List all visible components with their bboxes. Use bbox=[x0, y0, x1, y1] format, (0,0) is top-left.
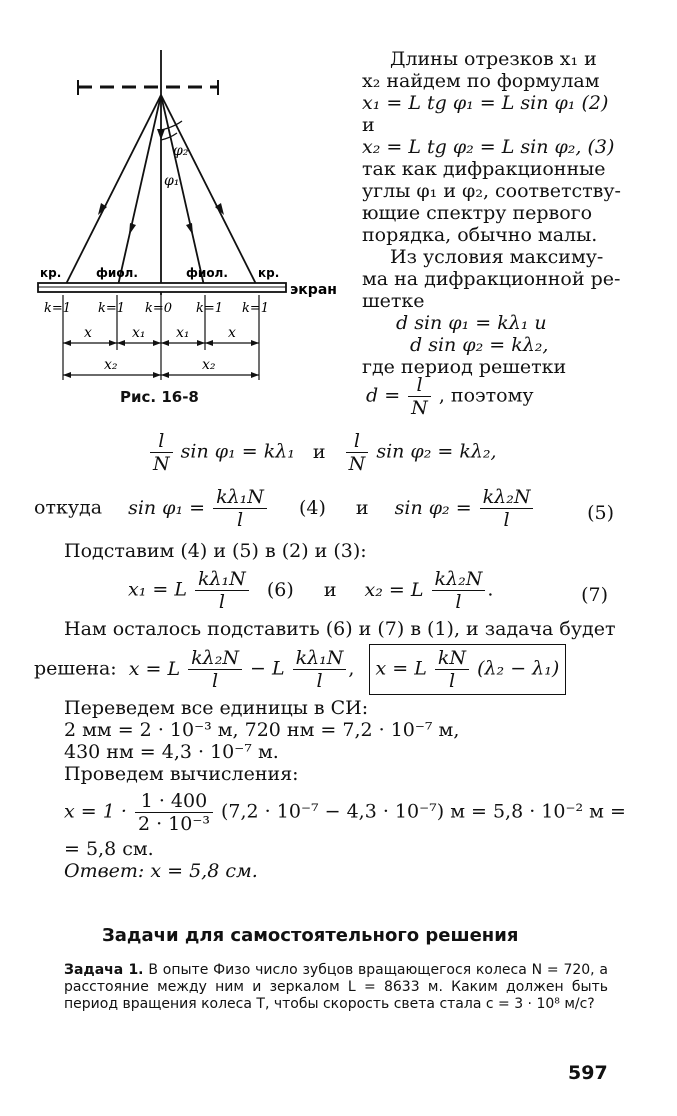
equation-a: $\frac{l}{N}$ sin φ₁ = kλ₁ и $\frac{l}{N}$ sin φ₂ = kλ₂, bbox=[148, 430, 497, 475]
problem-label: Задача 1. bbox=[64, 962, 144, 978]
equation-d: решена: x = L $\frac{\text{kλ₂N}}{l}$ − L $\frac{\text{kλ₁N}}{l}$ , x = L $\frac{kN}{l}$ (λ₂ − λ₁) bbox=[34, 644, 566, 695]
units-heading: Переведем все единицы в СИ: bbox=[64, 697, 369, 719]
text-line: шетке bbox=[362, 290, 425, 312]
k-label: k=1 bbox=[196, 301, 224, 316]
text-line: Длины отрезков x₁ и bbox=[390, 48, 597, 70]
text-line: x₂ найдем по формулам bbox=[362, 70, 600, 92]
text-line: где период решетки bbox=[362, 356, 567, 378]
segment-x1-left: x₁ bbox=[132, 325, 146, 341]
units-line: 430 нм = 4,3 · 10⁻⁷ м. bbox=[64, 741, 279, 763]
k-label: k=1 bbox=[98, 301, 126, 316]
segment-x-left: x bbox=[84, 325, 92, 341]
equation-c: x₁ = L $\frac{\text{kλ₁N}}{l}$ (6) и x₂ = L $\frac{\text{kλ₂N}}{l}$ . (7) bbox=[128, 568, 608, 613]
diffraction-figure bbox=[30, 45, 350, 390]
answer-value: x = 5,8 см. bbox=[150, 860, 258, 882]
paragraph-substitute: Подставим (4) и (5) в (2) и (3): bbox=[64, 540, 367, 562]
equation-b: откуда sin φ₁ = $\frac{\text{kλ₁N}}{l}$ (4) и sin φ₂ = $\frac{\text{kλ₂N}}{l}$ (5) bbox=[34, 486, 614, 531]
segment-x2-right: x₂ bbox=[202, 357, 216, 373]
boxed-result: x = L $\frac{kN}{l}$ (λ₂ − λ₁) bbox=[369, 644, 567, 695]
formula-line: x₁ = L tg φ₁ = L sin φ₁ (2) bbox=[362, 92, 609, 114]
k-label: k=0 bbox=[145, 301, 173, 316]
text-line: так как дифракционные bbox=[362, 158, 606, 180]
label-kr-left: кр. bbox=[40, 266, 62, 280]
k-label: k=1 bbox=[44, 301, 72, 316]
period-formula: d = $\frac{l}{N}$ , поэтому bbox=[366, 374, 534, 419]
units-block bbox=[64, 697, 624, 785]
label-fiol-right: фиол. bbox=[186, 266, 228, 280]
label-fiol-left: фиол. bbox=[96, 266, 138, 280]
page-number: 597 bbox=[568, 1062, 608, 1084]
text-line: ющие спектру первого bbox=[362, 202, 593, 224]
calc-heading: Проведем вычисления: bbox=[64, 763, 299, 785]
problem-text: В опыте Физо число зубцов вращающегося колеса N = 720, а расстояние между ним и зеркалом L = 8633 м. Каким должен быть период вращения колеса T, чтобы скорость света стала c = 3 · 10⁸ м/с? bbox=[64, 962, 609, 1012]
problem-1 bbox=[64, 962, 608, 1013]
calculation: x = 1 · $\frac{1 \cdot 400}{\text{2 · 10⁻³}}$ (7,2 · 10⁻⁷ − 4,3 · 10⁻⁷) м = 5,8 · 10⁻² м = bbox=[64, 790, 626, 835]
screen-label: экран bbox=[290, 282, 337, 298]
units-line: 2 мм = 2 · 10⁻³ м, 720 нм = 7,2 · 10⁻⁷ м, bbox=[64, 719, 460, 741]
section-title: Задачи для самостоятельного решения bbox=[102, 925, 519, 946]
figure-caption: Рис. 16-8 bbox=[120, 388, 199, 406]
paragraph-remain: Нам осталось подставить (6) и (7) в (1), и задача будет bbox=[64, 618, 616, 640]
formula-line: d sin φ₂ = kλ₂, bbox=[410, 334, 549, 356]
segment-x1-right: x₁ bbox=[176, 325, 190, 341]
answer-label: Ответ: bbox=[64, 860, 145, 882]
text-line: углы φ₁ и φ₂, соответству- bbox=[362, 180, 621, 202]
segment-x-right: x bbox=[228, 325, 236, 341]
angle-phi2-label: φ₂ bbox=[173, 143, 189, 159]
text-line: порядка, обычно малы. bbox=[362, 224, 598, 246]
angle-phi1-label: φ₁ bbox=[164, 173, 180, 189]
calculation-result: = 5,8 см. bbox=[64, 838, 154, 860]
k-label: k=1 bbox=[242, 301, 270, 316]
text-line: ма на дифракционной ре- bbox=[362, 268, 621, 290]
text-line: Из условия максиму- bbox=[390, 246, 604, 268]
answer bbox=[64, 860, 258, 882]
text-line: и bbox=[362, 114, 375, 136]
formula-line: d sin φ₁ = kλ₁ и bbox=[396, 312, 547, 334]
formula-line: x₂ = L tg φ₂ = L sin φ₂, (3) bbox=[362, 136, 615, 158]
segment-x2-left: x₂ bbox=[104, 357, 118, 373]
label-kr-right: кр. bbox=[258, 266, 280, 280]
right-column-text bbox=[362, 48, 662, 378]
